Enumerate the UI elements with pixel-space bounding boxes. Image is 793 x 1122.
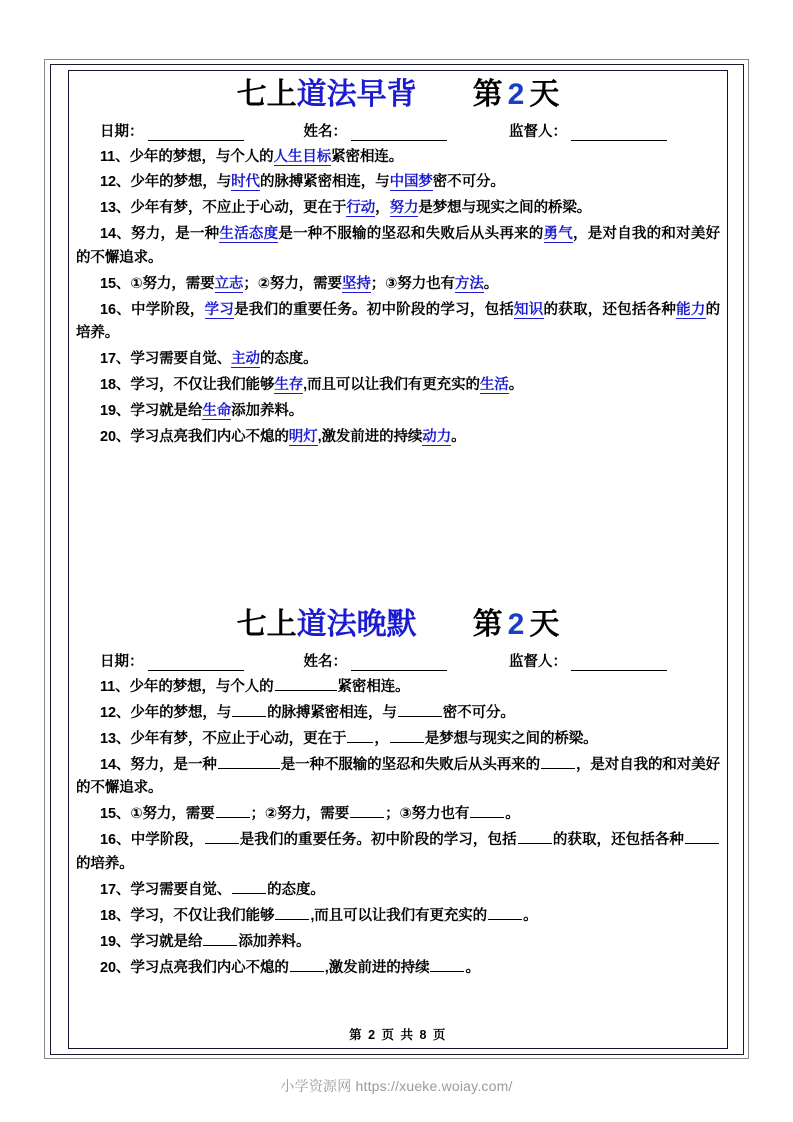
item-number: 16、 bbox=[100, 301, 131, 318]
item-keyword: 方法 bbox=[454, 275, 484, 292]
section-title bbox=[237, 608, 417, 643]
supervisor-input-blank[interactable] bbox=[571, 657, 667, 671]
answer-blank[interactable] bbox=[350, 803, 384, 818]
item-text: 少年的梦想，与个人的 bbox=[129, 148, 274, 165]
item-text: 学习点亮我们内心不熄的 bbox=[130, 429, 289, 446]
item-text: 的获取，还包括各种 bbox=[552, 832, 684, 849]
item-number: 17、 bbox=[100, 351, 131, 368]
item-text: 的脉搏紧密相连，与 bbox=[259, 174, 390, 191]
title-grade-prefix: 七上 bbox=[236, 608, 297, 642]
item-text: ，是对自我的和对美好的不懈追求。 bbox=[76, 756, 721, 797]
item-keyword: 中国梦 bbox=[389, 174, 433, 191]
answer-blank[interactable] bbox=[218, 754, 280, 769]
section-morning-recitation bbox=[70, 72, 726, 450]
worksheet-item bbox=[76, 702, 720, 725]
item-keyword: 行动 bbox=[346, 200, 376, 217]
name-field-group bbox=[304, 650, 448, 671]
date-label: 日期： bbox=[100, 653, 144, 670]
item-text: 努力，是一种 bbox=[130, 756, 217, 773]
answer-blank[interactable] bbox=[203, 931, 237, 946]
item-text: 的培养。 bbox=[76, 301, 720, 342]
name-label: 姓名： bbox=[303, 653, 347, 670]
worksheet-item bbox=[76, 374, 720, 397]
item-text: ；③努力也有 bbox=[370, 275, 455, 292]
item-text: 。 bbox=[508, 377, 524, 394]
supervisor-input-blank[interactable] bbox=[571, 127, 667, 141]
worksheet-item bbox=[76, 676, 720, 699]
item-keyword: 主动 bbox=[231, 351, 260, 368]
item-keyword: 明灯 bbox=[288, 429, 318, 446]
worksheet-item bbox=[76, 879, 720, 902]
answer-blank[interactable] bbox=[541, 754, 575, 769]
supervisor-field-group bbox=[509, 120, 667, 141]
date-input-blank[interactable] bbox=[148, 127, 244, 141]
item-text: 添加养料。 bbox=[238, 933, 311, 950]
answer-blank[interactable] bbox=[275, 905, 309, 920]
item-text: 的培养。 bbox=[76, 855, 134, 872]
item-number: 12、 bbox=[100, 704, 131, 721]
item-keyword: 努力 bbox=[389, 200, 419, 217]
item-number: 15、 bbox=[100, 806, 131, 823]
day-suffix: 天 bbox=[529, 78, 560, 111]
day-suffix: 天 bbox=[529, 608, 560, 642]
date-input-blank[interactable] bbox=[148, 657, 244, 671]
item-text: 是一种不服输的坚忍和失败后从头再来的 bbox=[278, 226, 544, 243]
item-number: 13、 bbox=[100, 200, 131, 217]
item-text: ①努力，需要 bbox=[130, 806, 215, 823]
item-text: 学习，不仅让我们能够 bbox=[130, 907, 275, 924]
answer-blank[interactable] bbox=[205, 829, 239, 844]
item-keyword: 人生目标 bbox=[273, 148, 332, 165]
item-text: ,而且可以让我们有更充实的 bbox=[310, 907, 488, 924]
title-subject: 道法早背 bbox=[296, 78, 417, 111]
day-prefix: 第 bbox=[472, 78, 503, 111]
answer-blank[interactable] bbox=[290, 957, 324, 972]
item-text: ， bbox=[375, 200, 390, 217]
date-field-group bbox=[100, 120, 244, 141]
name-input-blank[interactable] bbox=[351, 127, 447, 141]
date-field-group bbox=[100, 650, 244, 671]
answer-blank[interactable] bbox=[216, 803, 250, 818]
worksheet-item bbox=[76, 400, 720, 423]
page-footer: 第 2 页 共 8 页 bbox=[349, 1028, 447, 1042]
item-text: 少年的梦想，与个人的 bbox=[129, 678, 274, 695]
item-number: 20、 bbox=[100, 959, 131, 976]
item-text: 的态度。 bbox=[267, 881, 325, 898]
worksheet-item bbox=[76, 197, 720, 220]
worksheet-item bbox=[76, 905, 720, 928]
item-keyword: 动力 bbox=[422, 429, 452, 446]
supervisor-field-group bbox=[509, 650, 667, 671]
answer-blank[interactable] bbox=[518, 829, 552, 844]
section-gap bbox=[70, 452, 726, 602]
item-keyword: 坚持 bbox=[341, 275, 371, 292]
item-text: 是我们的重要任务。初中阶段的学习，包括 bbox=[234, 301, 515, 318]
item-text: ,激发前进的持续 bbox=[324, 959, 430, 976]
item-text: 是梦想与现实之间的桥梁。 bbox=[418, 200, 592, 217]
item-text: 。 bbox=[483, 275, 499, 292]
item-number: 18、 bbox=[100, 377, 131, 394]
item-text: 学习点亮我们内心不熄的 bbox=[130, 959, 289, 976]
item-text: 中学阶段， bbox=[131, 301, 205, 318]
item-number: 19、 bbox=[100, 933, 131, 950]
section-title bbox=[237, 78, 417, 113]
items-list-morning bbox=[70, 144, 726, 450]
section-title-row bbox=[70, 602, 726, 645]
worksheet-item bbox=[76, 803, 720, 826]
item-number: 11、 bbox=[100, 148, 130, 165]
answer-blank[interactable] bbox=[232, 879, 266, 894]
item-text: 密不可分。 bbox=[442, 704, 515, 721]
item-keyword: 能力 bbox=[676, 301, 706, 318]
item-number: 18、 bbox=[100, 907, 131, 924]
worksheet-item bbox=[76, 931, 720, 954]
worksheet-item bbox=[76, 146, 720, 169]
item-text: ；②努力，需要 bbox=[243, 275, 342, 292]
worksheet-item bbox=[76, 348, 720, 371]
item-text: 添加养料。 bbox=[231, 403, 304, 420]
day-number: 2 bbox=[507, 608, 525, 642]
name-input-blank[interactable] bbox=[351, 657, 447, 671]
item-text: 中学阶段， bbox=[130, 832, 204, 849]
name-field-group bbox=[304, 120, 448, 141]
item-number: 15、 bbox=[100, 275, 131, 292]
item-text: 少年有梦，不应止于心动，更在于 bbox=[130, 200, 347, 217]
item-number: 14、 bbox=[100, 226, 131, 243]
title-grade-prefix: 七上 bbox=[236, 78, 297, 111]
item-keyword: 知识 bbox=[514, 301, 544, 318]
items-list-evening bbox=[70, 674, 726, 980]
worksheet-item bbox=[76, 957, 720, 980]
item-text: 。 bbox=[523, 907, 538, 924]
section-evening-dictation bbox=[70, 602, 726, 980]
item-text: 少年有梦，不应止于心动，更在于 bbox=[130, 730, 347, 747]
item-text: 。 bbox=[465, 959, 480, 976]
item-keyword: 生命 bbox=[202, 403, 232, 420]
item-number: 12、 bbox=[100, 174, 131, 191]
item-number: 11、 bbox=[100, 678, 130, 695]
item-text: ；②努力，需要 bbox=[250, 806, 350, 823]
answer-blank[interactable] bbox=[347, 728, 373, 743]
item-text: 是一种不服输的坚忍和失败后从头再来的 bbox=[280, 756, 540, 773]
item-number: 17、 bbox=[100, 881, 131, 898]
section-title-row bbox=[70, 72, 726, 115]
item-keyword: 立志 bbox=[214, 275, 244, 292]
item-keyword: 学习 bbox=[204, 301, 235, 318]
meta-row-evening bbox=[100, 645, 726, 674]
item-text: 。 bbox=[451, 429, 466, 446]
item-number: 16、 bbox=[100, 832, 131, 849]
item-text: 学习就是给 bbox=[130, 933, 203, 950]
watermark: 小学资源网 https://xueke.woiay.com/ bbox=[280, 1078, 513, 1094]
answer-blank[interactable] bbox=[685, 829, 719, 844]
section-day-label bbox=[473, 78, 560, 113]
item-keyword: 生活态度 bbox=[219, 226, 279, 243]
worksheet-item bbox=[76, 754, 720, 801]
day-number: 2 bbox=[507, 78, 525, 111]
supervisor-label: 监督人： bbox=[509, 653, 567, 670]
item-text: 密不可分。 bbox=[432, 174, 505, 191]
item-text: 是梦想与现实之间的桥梁。 bbox=[424, 730, 598, 747]
item-text: 学习就是给 bbox=[130, 403, 203, 420]
worksheet-item bbox=[76, 829, 720, 876]
item-text: ， bbox=[374, 730, 389, 747]
item-text: 的获取，还包括各种 bbox=[543, 301, 677, 318]
answer-blank[interactable] bbox=[488, 905, 522, 920]
meta-row-morning bbox=[100, 115, 726, 144]
item-text: 。 bbox=[505, 806, 520, 823]
answer-blank[interactable] bbox=[430, 957, 464, 972]
item-keyword: 生活 bbox=[479, 377, 509, 394]
answer-blank[interactable] bbox=[390, 728, 424, 743]
item-text: 的脉搏紧密相连，与 bbox=[267, 704, 397, 721]
answer-blank[interactable] bbox=[398, 702, 442, 717]
date-label: 日期： bbox=[100, 123, 144, 140]
answer-blank[interactable] bbox=[275, 676, 337, 691]
item-text: 少年的梦想，与 bbox=[130, 704, 232, 721]
worksheet-item bbox=[76, 426, 720, 449]
item-text: 学习，不仅让我们能够 bbox=[130, 377, 275, 394]
supervisor-label: 监督人： bbox=[509, 123, 567, 140]
section-day-label bbox=[473, 608, 560, 643]
worksheet-item bbox=[76, 728, 720, 751]
item-text: ,激发前进的持续 bbox=[317, 429, 423, 446]
item-number: 20、 bbox=[100, 429, 131, 446]
title-subject: 道法晚默 bbox=[296, 608, 417, 642]
worksheet-item bbox=[76, 299, 720, 346]
answer-blank[interactable] bbox=[470, 803, 504, 818]
item-text: 努力，是一种 bbox=[131, 226, 220, 243]
worksheet-item bbox=[76, 171, 720, 194]
item-text: ,而且可以让我们有更充实的 bbox=[303, 377, 480, 394]
item-number: 19、 bbox=[100, 403, 131, 420]
name-label: 姓名： bbox=[303, 123, 347, 140]
item-number: 14、 bbox=[100, 756, 131, 773]
item-text: ；③努力也有 bbox=[385, 806, 470, 823]
item-text: 紧密相连。 bbox=[337, 678, 410, 695]
worksheet-item bbox=[76, 223, 720, 270]
item-number: 13、 bbox=[100, 730, 131, 747]
day-prefix: 第 bbox=[472, 608, 503, 642]
item-text: 学习需要自觉、 bbox=[130, 881, 232, 898]
item-keyword: 生存 bbox=[274, 377, 304, 394]
item-text: ①努力，需要 bbox=[130, 275, 215, 292]
worksheet-item bbox=[76, 273, 720, 296]
item-keyword: 时代 bbox=[231, 174, 260, 191]
item-text: 的态度。 bbox=[259, 351, 318, 368]
item-text: 紧密相连。 bbox=[331, 148, 404, 165]
item-keyword: 勇气 bbox=[543, 226, 573, 243]
item-text: ，是对自我的和对美好的不懈追求。 bbox=[76, 226, 720, 266]
worksheet-content bbox=[70, 72, 726, 1047]
item-text: 学习需要自觉、 bbox=[130, 351, 232, 368]
answer-blank[interactable] bbox=[232, 702, 266, 717]
item-text: 是我们的重要任务。初中阶段的学习，包括 bbox=[239, 832, 517, 849]
item-text: 少年的梦想，与 bbox=[130, 174, 232, 191]
